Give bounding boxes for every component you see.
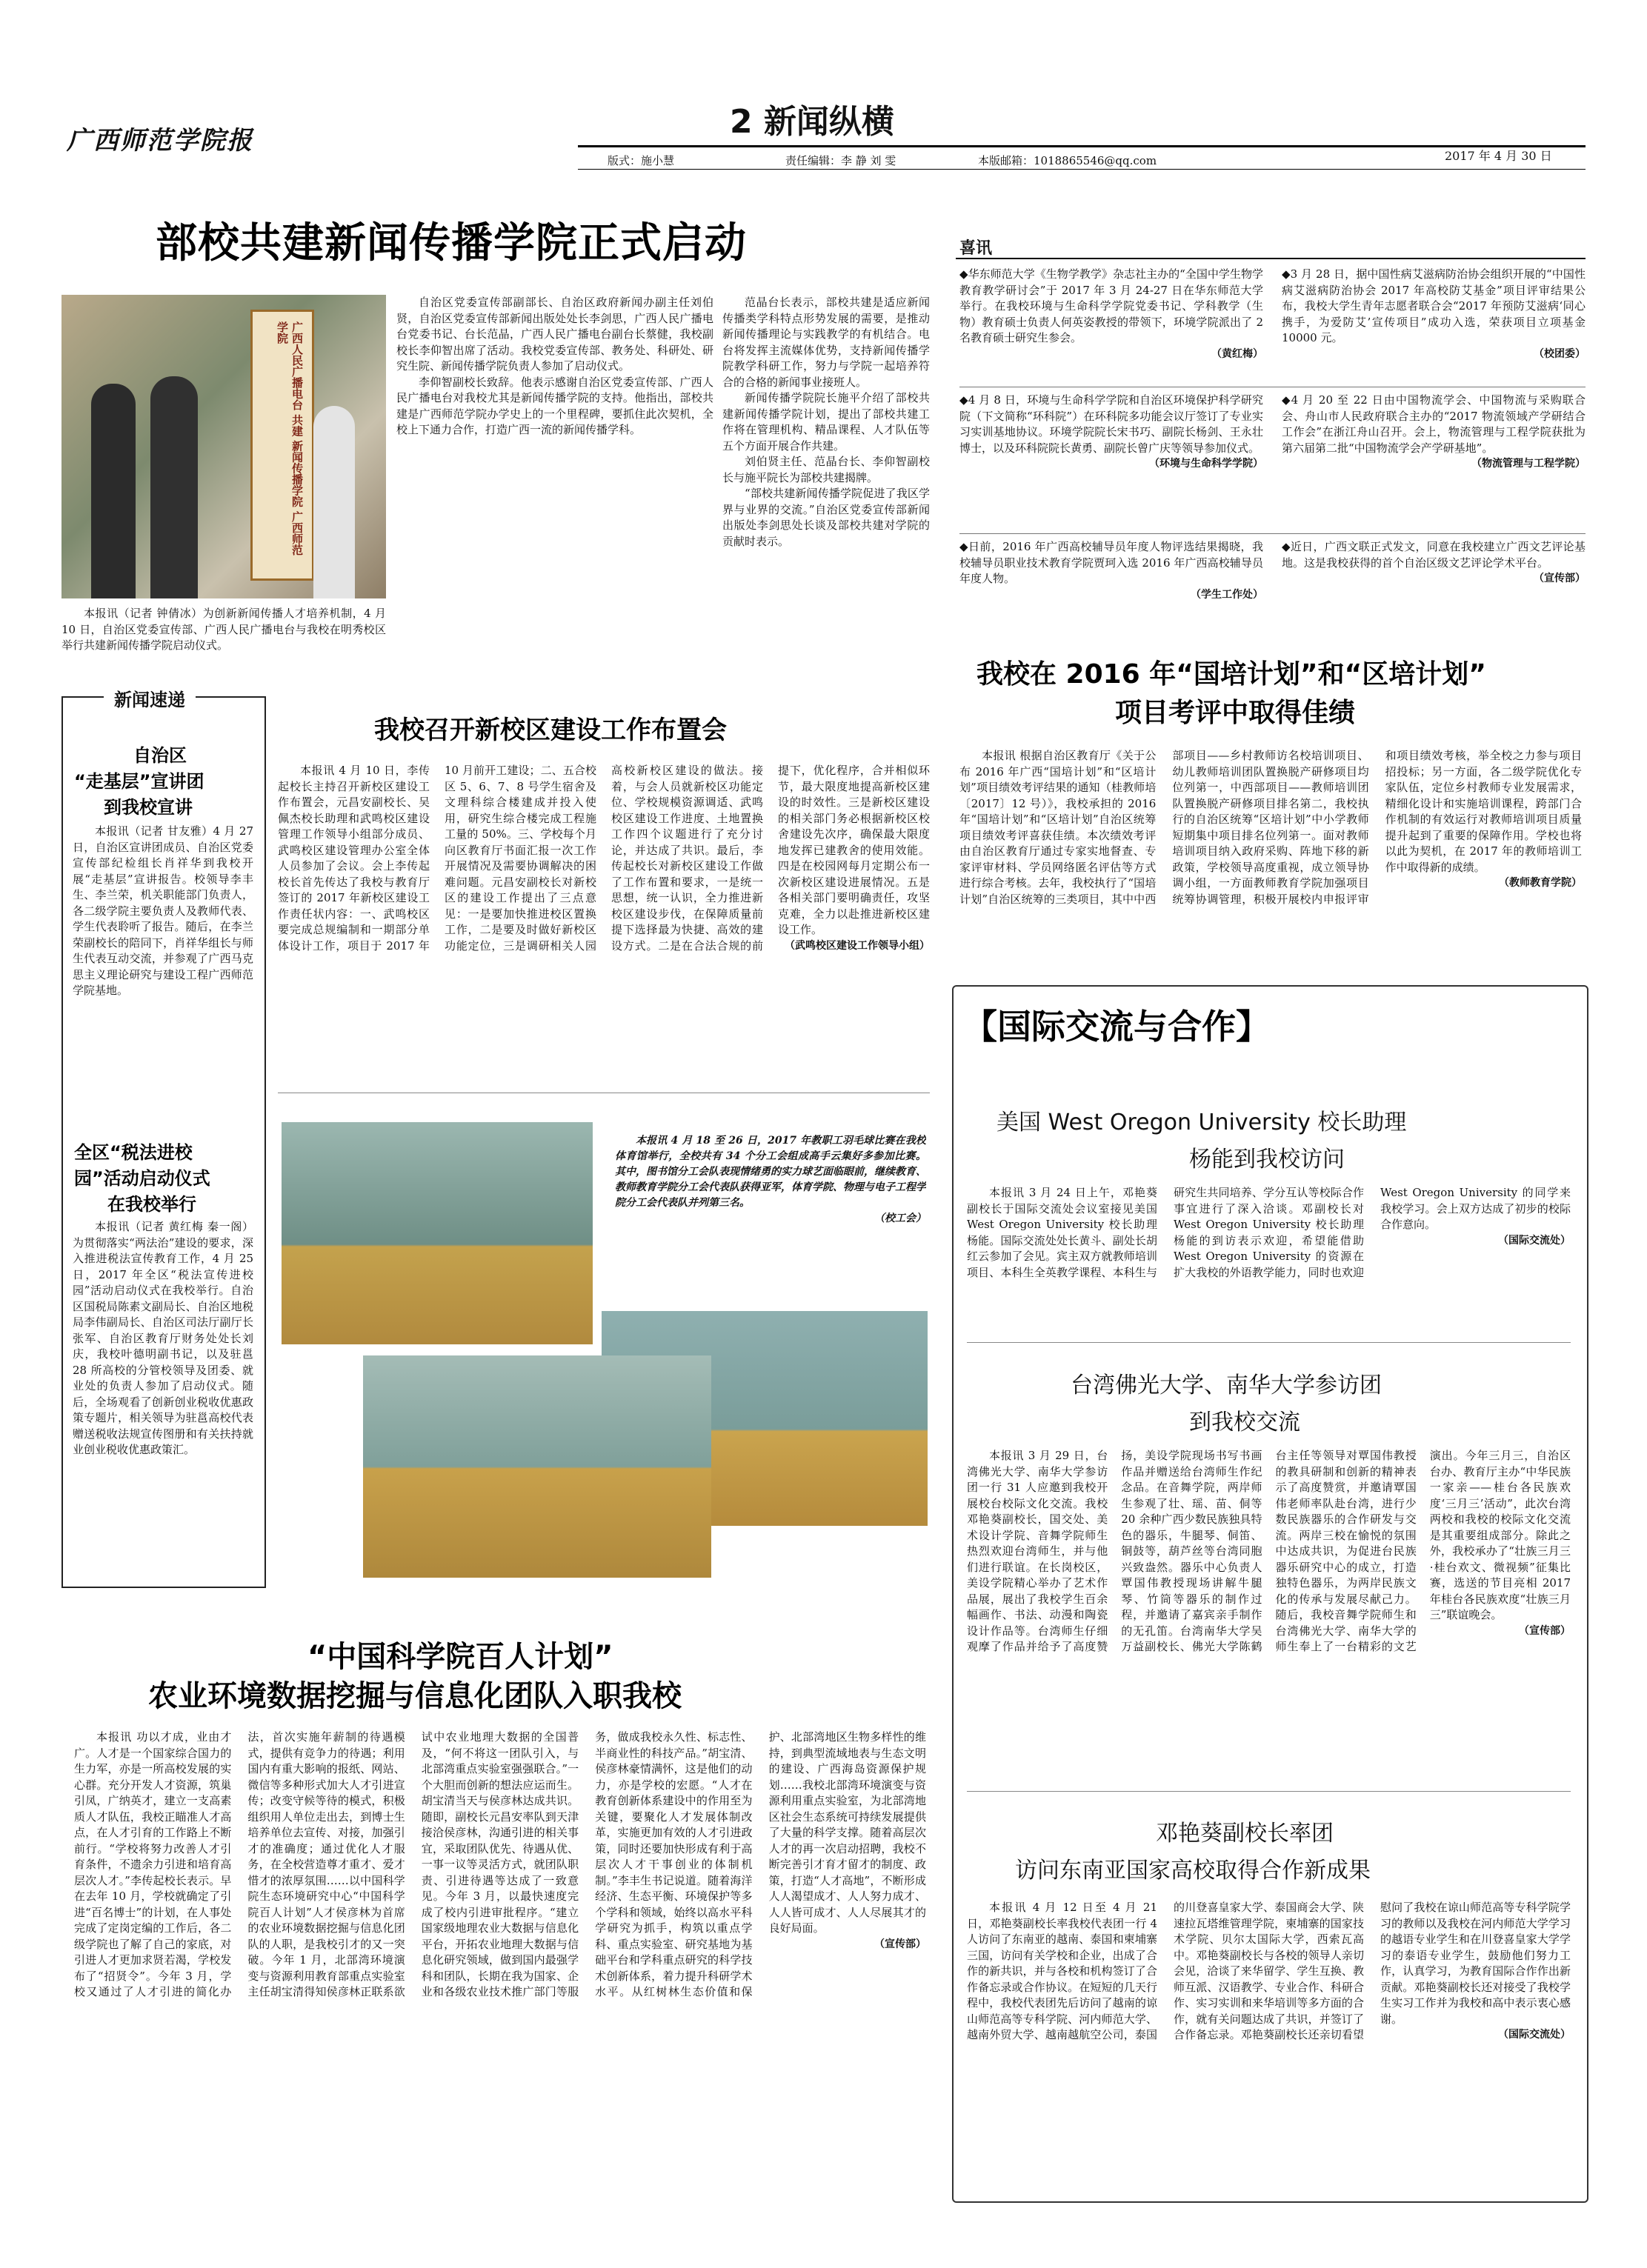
- intl-s1-sign: （国际交流处）: [1498, 1234, 1571, 1247]
- newspaper-logo: 广西师范学院报: [67, 126, 253, 156]
- badminton-sign: （校工会）: [874, 1213, 926, 1224]
- intl-s2-sign: （宣传部）: [1519, 1624, 1571, 1637]
- newsfast-body-1: 本报讯（记者 甘友雅）4 月 27 日，自治区宣讲团成员、自治区党委宣传部纪检组长肖祥华到我校开展“走基层”宣讲报告。校领导李丰生、李兰荣，机关职能部门负责人，各二级学院主要负责人及教师代表、学生代表聆听了报告。随后，在李兰荣副校长的陪同下，肖祥华组长与师生代表互动交流，并参观了广西马克思主义理论研究与建设工程广西师范学院基地。: [73, 824, 253, 997]
- plaque-text: 广西人民广播电台 共建 新闻传播学院 广西师范学院: [276, 321, 304, 556]
- newcampus-headline: 我校召开新校区建设工作布置会: [374, 716, 727, 745]
- lead-p5: 新闻传播学院院长施平介绍了部校共建新闻传播学院计划，提出了部校共建工作将在管理机构、精品课程、人才队伍等五个方面开展合作共建。: [722, 391, 930, 453]
- lead-p1: 本报讯（记者 钟倩冰）为创新新闻传播人才培养机制，4 月 10 日，自治区党委宣传部、广西人民广播电台与我校在明秀校区举行共建新闻传播学院启动仪式。: [61, 607, 386, 652]
- page-label: 2 新闻纵横: [730, 103, 894, 141]
- newsfast-tag: 新闻速递: [104, 685, 196, 711]
- intl-s1-headline-2: 杨能到我校访问: [1189, 1147, 1345, 1173]
- brief-item-5: ◆日前，2016 年广西高校辅导员年度人物评选结果揭晓，我校辅导员职业技术教育学院贾珂入选 2016 年广西高校辅导员年度人物。 （学生工作处）: [959, 540, 1263, 601]
- cas-headline-1: “中国科学院百人计划”: [307, 1640, 613, 1674]
- intl-divider-1: [967, 1342, 1571, 1343]
- badminton-photo-1: [282, 1122, 593, 1344]
- guopei-sign: （教师教育学院）: [1498, 877, 1582, 889]
- intl-s2-headline-1: 台湾佛光大学、南华大学参访团: [1071, 1373, 1382, 1398]
- guopei-headline-1: 我校在 2016 年“国培计划”和“区培计划”: [976, 659, 1486, 690]
- brief-item-1: ◆华东师范大学《生物学教学》杂志社主办的“全国中学生物学教育教学研讨会”于 2017 年 3 月 24-27 日在华东师范大学举行。在我校环境与生命科学学院党委书记、学科教学（生物）教育硕士负责人何英姿教授的带领下，环境学院派出了 2 名教育硕士研究生参会。 （黄红梅）: [959, 267, 1263, 360]
- lead-headline: 部校共建新闻传播学院正式启动: [156, 219, 747, 267]
- person-3: [313, 406, 355, 598]
- newcampus-body: 本报讯 4 月 10 日，李传起校长主持召开新校区建设工作布置会，元昌安副校长、吴佩杰校长助理和武鸣校区建设管理工作领导小组部分成员、武鸣校区建设管理办公室全体人员参加了会议。会上李传起校长首先传达了我校与教育厅签订的 2017 年新校区建设工作责任状内容：一、武鸣校区要完成总规编制和一期部分单体设计工作，项目于 2017 年 10 月前开工建设；二、五合校区 5、6、7、8 号学生宿舍及文理科综合楼建成并投入使用，研究生综合楼完成工程施工量的 50%。三、学校每个月向区教育厅书面汇报一次工作开展情况及需要协调解决的困难问题。元昌安副校长对新校区的建设工作提出了三点意见：一是要加快推进校区置换工作，二是要及时做好新校区功能定位，三是调研相关人园高校新校区建设的做法。接着，与会人员就新校区功能定位、学校规模资源调适、武鸣校区建设工作进度、土地置换工作四个议题进行了充分讨论，并达成了共识。最后，李传起校长对新校区建设工作做了工作布置和要求，一是统一思想，统一认识，全力推进新校区建设步伐，在保障质量前提下选择最为快捷、高效的建设方式。二是在合法合规的前提下，优化程序，合并相似环节，最大限度地提高新校区建设的时效性。三是新校区建设的相关部门务必根据新校区校舍建设先次序，确保最大限度地发挥已建教舍的使用效能。四是在校园网每月定期公布一次新校区建设进展情况。五是各相关部门要明确责任，攻坚克难，全力以赴推进新校区建设工作。 （武鸣校区建设工作领导小组）: [278, 763, 930, 1081]
- intl-s3-headline-1: 邓艳葵副校长率团: [1156, 1821, 1334, 1847]
- brief-item-4: ◆4 月 20 至 22 日由中国物流学会、中国物流与采购联合会、舟山市人民政府联合主办的“2017 物流领域产学研结合工作会”在浙江舟山召开。会上，物流管理与工程学院获批为第六届第二批“中国物流学会产学研基地”。 （物流管理与工程学院）: [1282, 393, 1586, 470]
- lead-p6: 刘伯贤主任、范晶台长、李仰智副校长与施平院长为部校共建揭牌。: [722, 455, 930, 484]
- brief-divider-2: [959, 533, 1586, 534]
- lead-p3: 李仰智副校长致辞。他表示感谢自治区党委宣传部、广西人民广播电台对我校尤其是新闻传播学院的支持。他指出，部校共建是广西师范学院办学史上的一个里程碑，要抓住此次契机，全校上下通力合作，打造广西一流的新闻传播学科。: [396, 375, 713, 436]
- intl-s3-sign: （国际交流处）: [1498, 2029, 1571, 2041]
- guopei-body: [959, 748, 1582, 955]
- badminton-photo-3: [363, 1355, 711, 1578]
- brief-rule: [956, 258, 1586, 259]
- responsible-editors: 责任编辑：李 静 刘 雯: [785, 154, 896, 167]
- newsfast-h1a: 自治区: [133, 745, 187, 766]
- newsfast-h1b: “走基层”宣讲团: [74, 771, 204, 792]
- lead-p4: 范晶台长表示，部校共建是适应新闻传播类学科特点形势发展的需要，是推动新闻传播理论与实践教学的有机结合。电台将发挥主流媒体优势，支持新闻传播学院教学科研工作，努力与学院一起培养符合的合格的新闻事业接班人。: [722, 296, 930, 389]
- page-email: 本版邮箱：1018865546@qq.com: [978, 154, 1157, 167]
- brief-tag: 喜讯: [959, 239, 993, 258]
- cas-body: 本报讯 功以才成，业由才广。人才是一个国家综合国力的生力军，亦是一所高校发展的实心群。充分开发人才资源，筑巢引凤，广纳英才，建立一支高素质人才队伍，我校正瞄准人才高点，在人才引育的工作路上不断前行。“学校将努力改善人才引育条件，不遗余力引进和培育高层次人才。”李传起校长表示。早在去年 10 月，学校就确定了引进“百名博士”的计划，在人事处完成了定岗定编的工作后，各二级学院也了解了自己的家底，对引进人才更加求贤若渴，学校发布了“招贤令”。今年 3 月，学校又通过了人才引进的简化办法，首次实施年薪制的待遇模式，提供有竞争力的待遇；利用国内有重大影响的报纸、网站、微信等多种形式加大人才引进宣传；改变守候等待的模式，积极组织用人单位走出去，到博士生培养单位去宣传、对接，加强引才的准确度；通过优化人才服务，在全校营造尊才重才、爱才惜才的浓厚氛围……以中国科学院生态环境研究中心“中国科学院百人计划”人才侯彦林为首席的农业环境数据挖掘与信息化团队的人职，是我校引才的又一突破。今年 1 月，北部湾环境演变与资源利用教育部重点实验室主任胡宝清得知侯彦林正联系欲试中农业地理大数据的全国普及，“何不将这一团队引入，与北部湾重点实验室强强联合。”一个大胆而创新的想法应运而生。胡宝清当天与侯彦林达成共识。随即，副校长元昌安率队到天津接洽侯彦林，沟通引进的相关事宜，采取团队优先、待遇从优、一事一议等灵活方式，就团队职责、引进待遇等达成了一致意见。今年 3 月，以最快速度完成了校内引进审批程序。“建立国家级地理农业大数据与信息化平台，开拓农业地理大数据与信息化研究领域，做到国内最强学科和团队，长期在我为国家、企业和各级农业技术推广部门等服务，做成我校永久性、标志性、半商业性的科技产品。”胡宝清、侯彦林豪情满怀，这是他们的动力，亦是学校的宏愿。“人才在教育创新体系建设中的作用至为关键，要聚化人才发展体制改革，实施更加有效的人才引进政策，同时还要加快形成有利于高层次人才干事创业的体制机制。”李丰生书记说道。随着海洋经济、生态平衡、环境保护等多个学科和领域，始终以高水平科学研究为抓手，构筑以重点学科、重点实验室、研究基地为基础平台和学科重点研究的科学技术创新体系，着力提升科研学术水平。从红树林生态价值和保护、北部湾地区生物多样性的维持，到典型流域地表与生态文明的建设、广西海岛资源保护规划……我校北部湾环境演变与资源利用重点实验室，为北部湾地区社会生态系统可持续发展提供了大量的科学支撑。随着高层次人才的再一次启动招聘，我校不断完善引才育才留才的制度、政策，打造“人才高地”，不断形成人人渴望成才、人人努力成才、人人皆可成才、人人尽展其才的良好局面。 （宣传部）: [74, 1730, 926, 1998]
- newsfast-h2b: 园”活动启动仪式: [74, 1168, 210, 1189]
- lead-col-3: [722, 295, 930, 665]
- lead-col-2: [396, 295, 713, 665]
- intl-divider-2: [967, 1791, 1571, 1792]
- masthead: [0, 0, 1647, 178]
- intl-s2-headline-2: 到我校交流: [1189, 1410, 1300, 1435]
- lead-col-1: [61, 606, 386, 658]
- intl-s2-body: 本报讯 3 月 29 日，台湾佛光大学、南华大学参访团一行 31 人应邀到我校开展校台校际文化交流。我校邓艳葵副校长，国交处、美术设计学院、音舞学院师生热烈欢迎台湾师生，并与他们进行联谊。在长岗校区，美设学院精心举办了艺术作品展，展出了我校学生百余幅画作、书法、动漫和陶瓷设计作品等。台湾师生仔细观摩了作品并给予了高度赞扬，美设学院现场书写书画作品并赠送给台湾师生作纪念品。在音舞学院，两岸师生参观了壮、瑶、苗、侗等 20 余种广西少数民族独具特色的器乐，牛腿琴、侗笛、铜鼓等，葫芦丝等台湾同胞兴致盎然。器乐中心负责人覃国伟教授现场讲解牛腿琴、竹筒等器乐的制作过程，并邀请了嘉宾亲手制作的无孔笛。台湾南华大学吴万益副校长、佛光大学陈鹤台主任等领导对覃国伟教授的教具研制和创新的精神表示了高度赞赏，并邀请覃国伟老师率队赴台湾，进行少数民族器乐的合作研发与交流。两岸三校在愉悦的氛围中达成共识，为促进台民族器乐研究中心的成立，打造独特色器乐，为两岸民族文化的传承与发展尽献己力。随后，我校音舞学院师生和台湾佛光大学、南华大学的师生奉上了一台精彩的文艺演出。今年三月三，自治区台办、教育厅主办“中华民族一家亲——桂台各民族欢度‘三月三’活动”，此次台湾两校和我校的校际文化交流是其重要组成部分。除此之外，我校承办了“壮族三月三·桂台欢文、微视频”征集比赛，选送的节目亮相 2017 年桂台各民族欢度“壮族三月三”联谊晚会。 （宣传部）: [967, 1449, 1571, 1653]
- masthead-rule-bottom: [578, 169, 1586, 170]
- brief-item-2: ◆3 月 28 日，据中国性病艾滋病防治协会组织开展的“中国性病艾滋病防治协会 2017 年高校防艾基金”项目评审结果公布，我校大学生青年志愿者联合会“2017 年预防艾滋病‘同心携手，为爱防艾’宣传项目”成功入选，荣获项目立项基金 10000 元。 （校团委）: [1282, 267, 1586, 360]
- guopei-headline-2: 项目考评中取得佳绩: [1115, 698, 1356, 728]
- intl-s3-headline-2: 访问东南亚国家高校取得合作新成果: [1015, 1858, 1371, 1884]
- brief-item-6: ◆近日，广西文联正式发文，同意在我校建立广西文艺评论基地。这是我校获得的首个自治区级文艺评论学术平台。 （宣传部）: [1282, 540, 1586, 584]
- newsfast-h1c: 到我校宣讲: [104, 797, 193, 818]
- guopei-text: 本报讯 根据自治区教育厅《关于公布 2016 年广西“国培计划”和“区培计划”项目绩效考评结果的通知（桂教师培〔2017〕12 号）》，我校承担的 2016 年“国培计划”和“区培计划”自治区统筹项目绩效考评喜获佳绩。本次绩效考评由自治区教育厅通过专家实地督查、专家评审材料、学员网络匿名评估等方式进行综合考核。去年，我校执行了“国培计划”自治区统筹的三类项目，其中中西部项目——乡村教师访名校培训项目、幼儿教师培训团队置换脱产研修项目均位列第一，中西部项目——教师培训团队置换脱产研修项目排名第二，我校执行的自治区统筹“区培计划”中小学教师短期集中项目排名位列第一。面对教师培训项目纳入政府采购、阵地下移的新政策，学校领导高度重视，成立领导协调小组，一方面教师教育学院加强项目统筹协调管理，积极开展校内申报评审和项目绩效考核，举全校之力参与项目招投标；另一方面，各二级学院优化专家队伍，定位乡村教师专业发展需求，精细化设计和实施培训课程，跨部门合作机制的有效运行对教师培训项目质量提升起到了重要的保障作用。学校也将以此为契机，在 2017 年的教师培训工作中取得新的成绩。: [959, 749, 1582, 906]
- lead-photo: [61, 295, 386, 598]
- intl-s1-headline-1: 美国 West Oregon University 校长助理: [996, 1110, 1407, 1135]
- newsfast-h2c: 在我校举行: [107, 1194, 196, 1215]
- cas-sign: （宣传部）: [874, 1938, 926, 1950]
- lead-p7: “部校共建新闻传播学院促进了我区学界与业界的交流。”自治区党委宣传部新闻出版处李剑思处长谈及部校共建对学院的贡献时表示。: [722, 487, 930, 548]
- newsfast-body-2: 本报讯（记者 黄红梅 秦一阁）为贯彻落实“两法治”建设的要求，深入推进税法宣传教育工作，4 月 25 日，2017 年全区“税法宣传进校园”活动启动仪式在我校举行。自治区国税局陈素文副局长、自治区地税局李伟副局长、自治区司法厅副厅长张军、自治区教育厅财务处处长刘庆，我校叶德明副书记，以及驻邕 28 所高校的分管校领导及团委、就业处的负责人参加了启动仪式。随后，全场观看了创新创业税收优惠政策专题片，相关领导为驻邕高校代表赠送税收法规宣传图册和有关扶持就业创业税收优惠政策汇。: [73, 1220, 253, 1456]
- intl-s1-body: 本报讯 3 月 24 日上午，邓艳葵副校长于国际交流处会议室接见美国 West Oregon University 校长助理杨能。国际交流处处长黄斗、副处长胡红云参加了会见。宾主双方就教师培训项目、本科生全英教学课程、本科生与研究生共同培养、学分互认等校际合作事宜进行了深入洽谈。邓副校长对 West Oregon University 校长助理杨能的到访表示欢迎，希望能借助 West Oregon University 的资源在扩大我校的外语教学能力，同时也欢迎 West Oregon University 的同学来我校学习。会上双方达成了初步的校际合作意向。 （国际交流处）: [967, 1186, 1571, 1279]
- lead-p2: 自治区党委宣传部副部长、自治区政府新闻办副主任刘伯贤，自治区党委宣传部新闻出版处处长李剑思，广西人民广播电台党委书记、台长范晶，广西人民广播电台副台长蔡健，我校副校长李仰智出席了活动。我校党委宣传部、教务处、科研处、研究生院、新闻传播学院负责人参加了启动仪式。: [396, 296, 713, 373]
- issue-date: 2017 年 4 月 30 日: [1445, 149, 1552, 163]
- intl-banner: 【国际交流与合作】: [963, 1007, 1270, 1047]
- masthead-rule-top: [578, 145, 1586, 147]
- newsfast-h2a: 全区“税法进校: [74, 1142, 193, 1163]
- layout-editor: 版式：施小慧: [608, 154, 675, 167]
- badminton-caption: 本报讯 4 月 18 至 26 日，2017 年教职工羽毛球比赛在我校体育馆举行，全校共有 34 个分工会组成高手云集好多参加比赛。其中，图书馆分工会队表现情绪勇的实力球艺面临眼前，继续教育、教师教育学院分工会代表队获得亚军，体育学院、物理与电子工程学院分工会代表队并列第三名。 （校工会）: [615, 1133, 926, 1304]
- person-1: [91, 384, 136, 598]
- brief-item-3: ◆4 月 8 日，环境与生命科学学院和自治区环境保护科学研究院（下文简称“环科院”）在环科院多功能会议厅签订了专业实习实训基地协议。环境学院院长宋书巧、副院长杨剑、王永壮博士，以及环科院院长黄勇、副院长曾广庆等领导参加仪式。 （环境与生命科学学院）: [959, 393, 1263, 470]
- newcampus-sign: （武鸣校区建设工作领导小组）: [785, 939, 930, 952]
- person-2: [150, 376, 198, 598]
- intl-s3-body: 本报讯 4 月 12 日至 4 月 21 日，邓艳葵副校长率我校代表团一行 4 人访问了东南亚的越南、泰国和柬埔寨三国，访问有关学校和企业，出成了合作的新共识，并与各校和机构签订了合作备忘录或合作协议。在短短的几天行程中，我校代表团先后访问了越南的谅山师范高等专科学院、河内师范大学、越南外贸大学、越南越航空公司，泰国的川登喜皇家大学、泰国商会大学、陕速拉瓦塔维管理学院，柬埔寨的国家技术学院、贝尔太国际大学，西索瓦高中。邓艳葵副校长与各校的领导人亲切会见，洽谈了来华留学、学生互换、教师互派、汉语教学、专业合作、科研合作、实习实训和来华培训等多方面的合作，就有关问题达成了共识，并签订了合作备忘录。邓艳葵副校长还亲切看望慰问了我校在谅山师范高等专科学院学习的教师以及我校在河内师范大学学习的越语专业学生和在川登喜皇家大学学习的泰语专业学生，鼓励他们努力工作，认真学习，为教育国际合作作出新贡献。邓艳葵副校长还对接受了我校学生实习工作并为我校和高中表示衷心感谢。 （国际交流处）: [967, 1900, 1571, 2189]
- cas-headline-2: 农业环境数据挖掘与信息化团队入职我校: [148, 1679, 682, 1713]
